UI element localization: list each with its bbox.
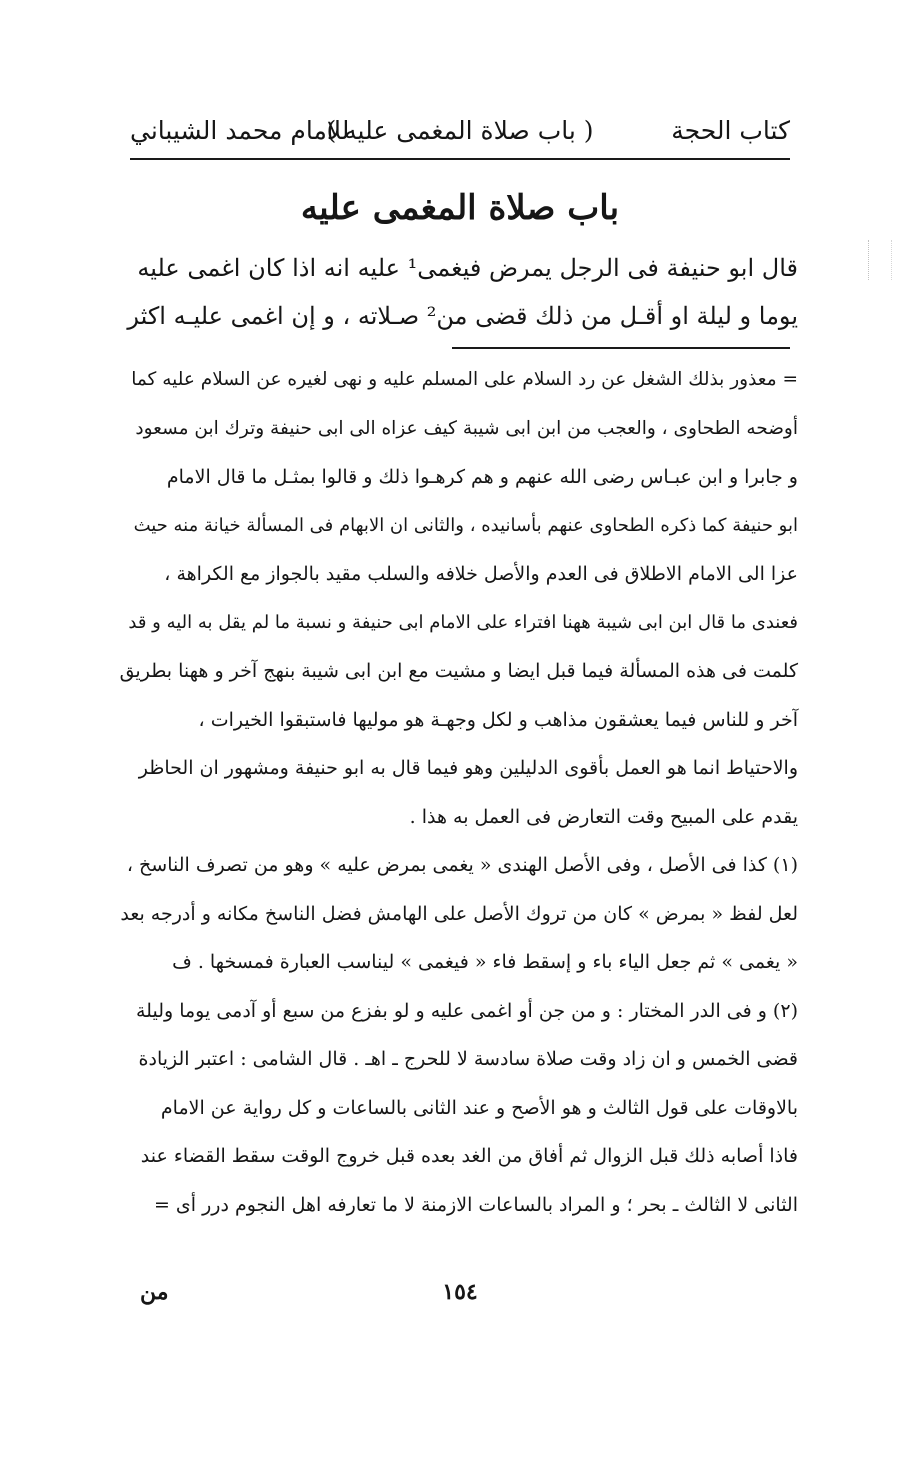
footnote-line: فاذا أصابه ذلك قبل الزوال ثم أفاق من الغد بعده قبل خروج الوقت سقط القضاء عند (140, 1145, 798, 1167)
catchword: من (140, 1279, 169, 1305)
main-text-line: قال ابو حنيفة فى الرجل يمرض فيغمى¹ عليه انه اذا كان اغمى عليه (137, 254, 798, 282)
footnote-line: « يغمى » ثم جعل الياء باء و إسقط فاء « فيغمى » ليناسب العبارة فمسخها . ف (172, 951, 798, 973)
running-header (130, 108, 790, 154)
main-text-line: يوما و ليلة او أقـل من ذلك قضى من² صـلاته ، و إن اغمى عليـه اكثر (127, 302, 798, 330)
chapter-title: باب صلاة المغمى عليه (300, 188, 620, 228)
footnote-line: فعندى ما قال ابن ابى شيبة ههنا افتراء على الامام ابى حنيفة و نسبة ما لم يقل به اليه و قد (128, 611, 798, 633)
footnote-line: قضى الخمس و ان زاد وقت صلاة سادسة لا للحرج ـ اهـ . قال الشامى : اعتبر الزيادة (138, 1048, 798, 1070)
footnote-line: آخر و للناس فيما يعشقون مذاهب و لكل وجهـة هو موليها فاستبقوا الخيرات ، (198, 708, 798, 731)
footnote-line: عزا الى الامام الاطلاق فى العدم والأصل خلافه والسلب مقيد بالجواز مع الكراهة ، (164, 563, 798, 585)
page-number: ١٥٤ (442, 1279, 478, 1305)
footnote-line: لعل لفظ « بمرض » كان من تروك الأصل على الهامش فضل الناسخ مكانه و أدرجه بعد (120, 902, 798, 925)
footnote-line: الثانى لا الثالث ـ بحر ؛ و المراد بالساعات الازمنة لا ما تعارفه اهل النجوم درر أى = (153, 1193, 798, 1216)
footnote-line: = معذور بذلك الشغل عن رد السلام على المسلم عليه و نهى لغيره عن السلام عليه كما (131, 369, 798, 390)
footnote-line: (١) كذا فى الأصل ، وفى الأصل الهندى « يغمى بمرض عليه » وهو من تصرف الناسخ ، (126, 854, 798, 876)
footnote-line: أوضحه الطحاوى ، والعجب من ابن ابى شيبة كيف عزاه الى ابى حنيفة وترك ابن مسعود (135, 417, 798, 439)
footnote-line: و جابرا و ابن عبـاس رضى الله عنهم و هم كرهـوا ذلك و قالوا بمثـل ما قال الامام (166, 466, 798, 488)
footnote-divider (452, 347, 790, 349)
footnote-line: والاحتياط انما هو العمل بأقوى الدليلين وهو فيما قال به ابو حنيفة ومشهور ان الحاظر (138, 757, 798, 779)
header-divider (130, 158, 790, 160)
header-author: للامام محمد الشيباني (130, 116, 350, 145)
header-chapter-title: ( باب صلاة المغمى عليه ) (326, 116, 594, 145)
footnote-line: (٢) و فى الدر المختار : و من جن أو اغمى عليه و لو بفزع من سبع أو آدمى يوما وليلة (136, 999, 798, 1022)
footnotes (118, 356, 798, 1229)
footnote-line: ابو حنيفة كما ذكره الطحاوى عنهم بأسانيده ، والثانى ان الابهام فى المسألة خيانة منه حيث (133, 514, 798, 536)
footnote-line: بالاوقات على قول الثالث و هو الأصح و عند الثانى بالساعات و كل رواية عن الامام (160, 1096, 798, 1119)
margin-mark (868, 240, 892, 280)
footnote-line: كلمت فى هذه المسألة فيما قبل ايضا و مشيت مع ابن ابى شيبة بنهج آخر و ههنا بطريق (119, 660, 798, 682)
main-text (118, 244, 798, 340)
header-book-title: كتاب الحجة (671, 116, 790, 145)
footnote-line: يقدم على المبيح وقت التعارض فى العمل به هذا . (409, 805, 798, 828)
